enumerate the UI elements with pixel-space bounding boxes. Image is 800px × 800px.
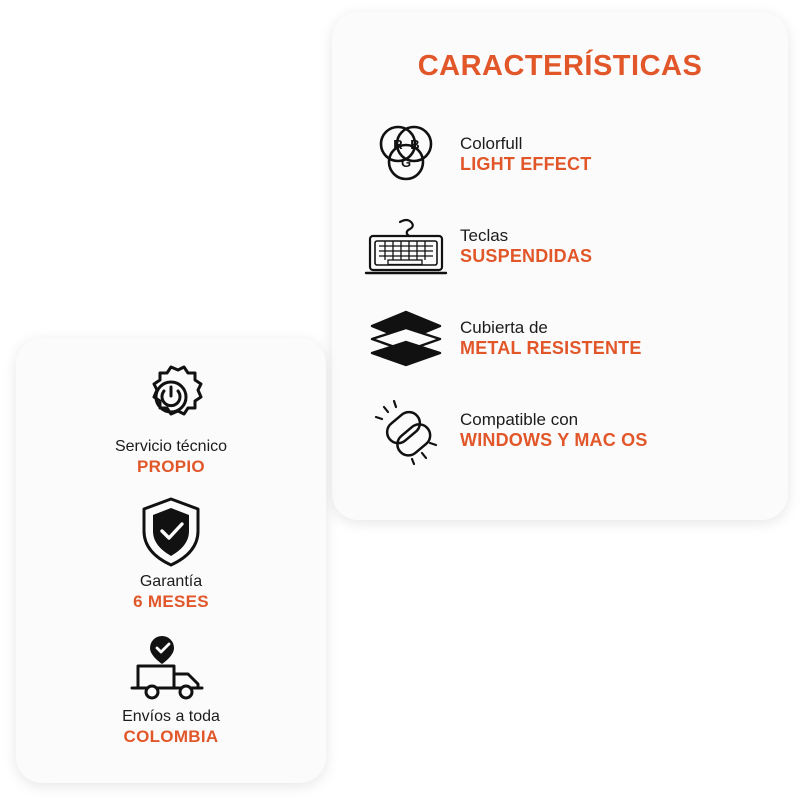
service-item-technical-service [16, 360, 326, 477]
svg-text:R: R [393, 137, 403, 152]
service-line1: Servicio técnico [114, 438, 228, 455]
service-line2: COLOMBIA [123, 727, 219, 746]
rgb-circles-icon [360, 116, 452, 194]
services-card [16, 338, 326, 783]
feature-text [460, 410, 648, 451]
feature-line2: SUSPENDIDAS [460, 246, 593, 267]
feature-text [460, 134, 591, 175]
feature-item-suspended-keys [360, 201, 766, 293]
service-line1: Envíos a toda [122, 708, 220, 725]
feature-line1: Cubierta de [460, 318, 548, 338]
shield-check-icon [16, 495, 326, 569]
feature-item-compatibility [360, 385, 766, 477]
metal-layers-icon [360, 300, 452, 378]
feature-line1: Teclas [460, 226, 509, 246]
features-card [332, 12, 788, 520]
gear-service-icon [16, 360, 326, 434]
feature-line2: METAL RESISTENTE [460, 338, 642, 359]
feature-line1: Compatible con [460, 410, 579, 430]
keyboard-icon [360, 208, 452, 286]
feature-item-metal-cover [360, 293, 766, 385]
service-item-warranty [16, 495, 326, 612]
service-item-shipping [16, 630, 326, 747]
svg-text:B: B [410, 137, 420, 152]
features-title: CARACTERÍSTICAS [417, 50, 703, 82]
feature-item-light-effect [360, 109, 766, 201]
feature-text [460, 226, 592, 267]
service-line2: 6 MESES [133, 592, 209, 611]
feature-line2: WINDOWS Y MAC OS [460, 430, 648, 451]
services-list [16, 338, 326, 747]
compatibility-link-icon [360, 392, 452, 470]
service-line2: PROPIO [137, 457, 205, 476]
features-list [332, 109, 788, 477]
service-line1: Garantía [139, 573, 203, 590]
svg-text:G: G [400, 155, 412, 170]
feature-line1: Colorfull [460, 134, 523, 154]
feature-text [460, 318, 642, 359]
delivery-truck-icon [16, 630, 326, 704]
feature-line2: LIGHT EFFECT [460, 154, 592, 175]
